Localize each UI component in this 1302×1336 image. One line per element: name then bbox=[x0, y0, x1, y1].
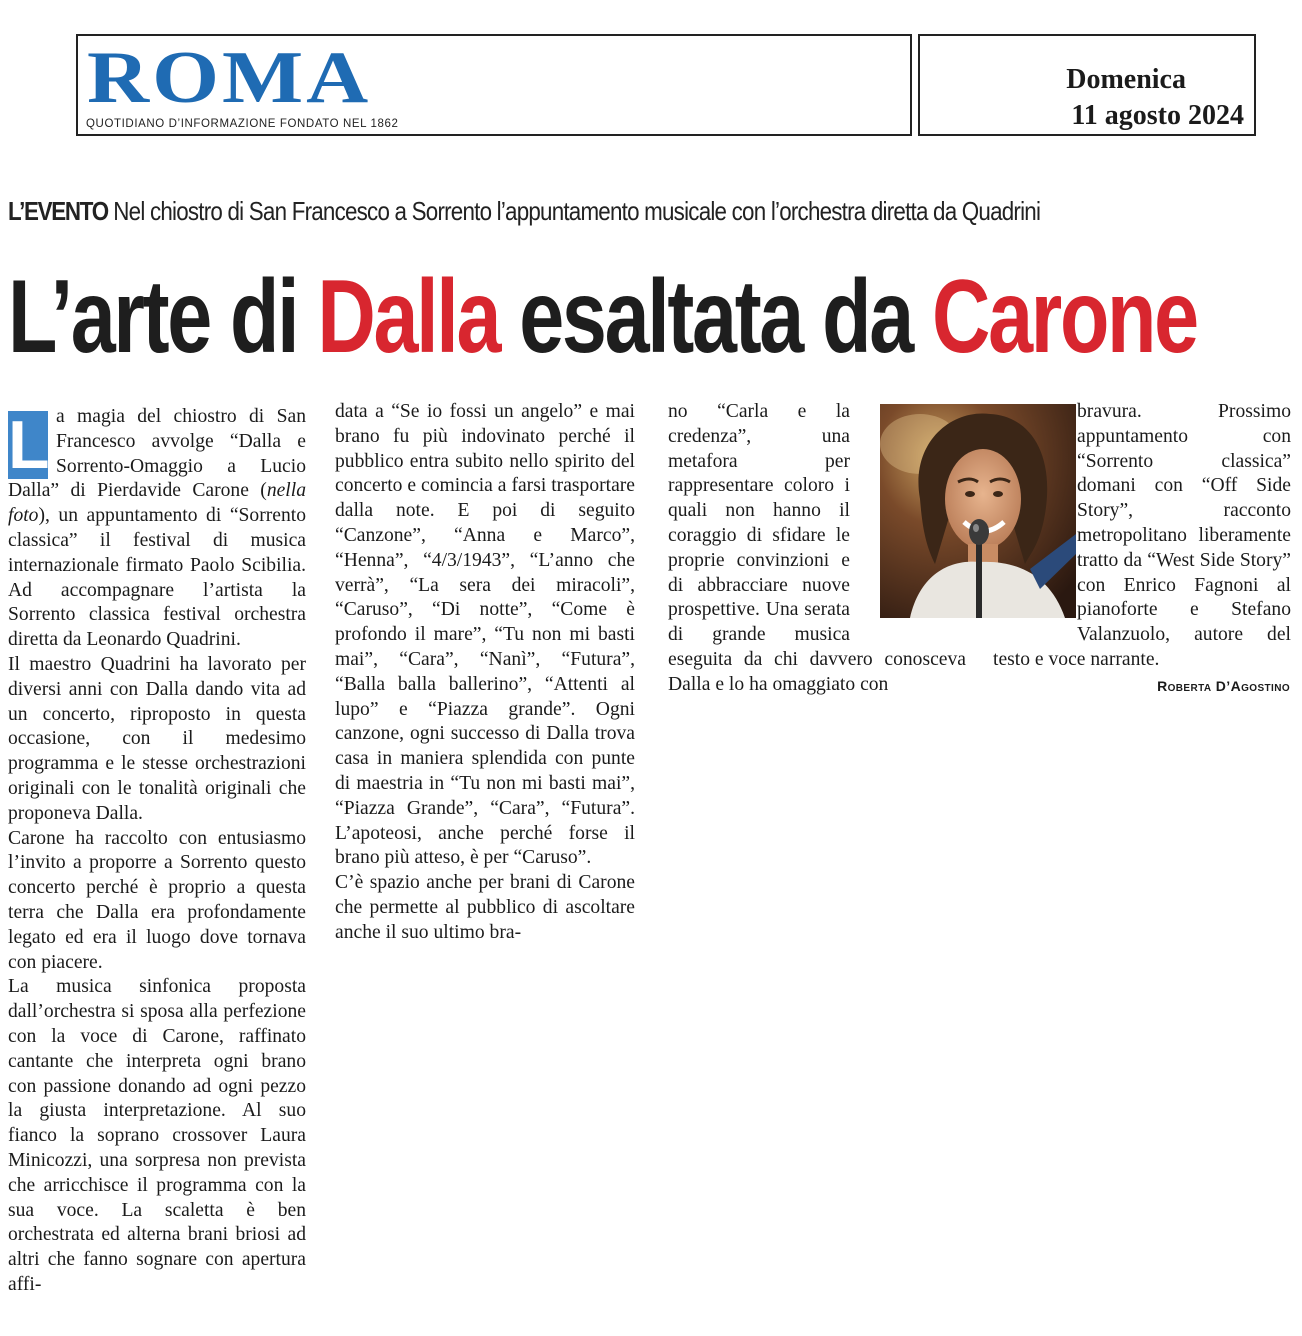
kicker-tag: L’EVENTO bbox=[8, 196, 108, 226]
photo-reference: nella foto bbox=[8, 480, 306, 527]
newspaper-logo: ROMA bbox=[87, 35, 372, 119]
paragraph-4: La musica sinfonica proposta dall’orchestra si sposa alla perfezione con la voce di Carone, raffinato cantante che interpreta ogni brano con passione donando ad ogni pezzo la giusta interpretazione. Al suo fianco la soprano crossover Laura Minicozzi, una sorpresa non prevista che arricchisce il programma con la sua voce. La scaletta è ben orchestrata ed alterna brani briosi ad altri che fanno sognare con apertura affi- bbox=[8, 976, 306, 1295]
kicker-text: Nel chiostro di San Francesco a Sorrento l’appuntamento musicale con l’orchestra diretta da Quadrini bbox=[113, 196, 1041, 226]
headline-carone: Carone bbox=[932, 259, 1197, 375]
paragraph-5: data a “Se io fossi un angelo” e mai brano fu più indovinato perché il pubblico entra subito nello spirito del concerto e comincia a farsi trasportare dalla note. E poi di seguito “Canzone”, “Anna e Marco”, “Henna”, “4/3/1943”, “L’anno che verrà”, “La sera dei miracoli”, “Caruso”, “Di notte”, “Come è profondo il mare”, “Tu non mi basti mai”, “Cara”, “Nanì”, “Futura”, “Balla balla ballerino”, “Attenti al lupo” e “Piazza grande”. Ogni canzone, ogni successo di Dalla trova casa in maniera splendida con punte di maestria in “Tu non mi basti mai”, “Piazza Grande”, “Cara”, “Futura”. L’apoteosi, anche perché forse il brano più atteso, è per “Caruso”. bbox=[335, 401, 635, 869]
article-kicker bbox=[8, 196, 1040, 227]
headline-part-1: L’arte di bbox=[8, 259, 318, 375]
article-column-2 bbox=[335, 400, 635, 946]
paragraph-6: C’è spazio anche per brani di Carone che permette al pubblico di ascoltare anche il suo ultimo bra- bbox=[335, 872, 635, 943]
headline-dalla: Dalla bbox=[317, 259, 500, 375]
paragraph-3: Carone ha raccolto con entusiasmo l’invito a proporre a Sorrento questo concerto perché è proprio a questa terra che Dalla era profondamente legato ed era il luogo dove tornava con piacere. bbox=[8, 827, 306, 973]
headline-part-3: esaltata da bbox=[499, 259, 933, 375]
issue-date-box bbox=[918, 34, 1256, 136]
drop-cap: L bbox=[8, 407, 50, 483]
article-byline: Roberta D’Agostino bbox=[1157, 678, 1290, 694]
newspaper-tagline: QUOTIDIANO D’INFORMAZIONE FONDATO NEL 1862 bbox=[86, 118, 399, 130]
masthead bbox=[76, 34, 912, 136]
paragraph-2: Il maestro Quadrini ha lavorato per diversi anni con Dalla dando vita ad un concerto, riproposto in questa occasione, con il medesimo programma e le stesse orchestrazioni originali con le tonalità originali che proponeva Dalla. bbox=[8, 653, 306, 824]
paragraph-7: no “Carla e la credenza”, una metafora per rappresentare coloro i quali non hanno il coraggio di sfidare le proprie convinzioni e di abbracciare nuove prospettive. Una serata di grande musica eseguita da chi davvero conosceva Dalla e lo ha omaggiato con bbox=[668, 401, 966, 695]
paragraph-8: bravura. Prossimo appuntamento con “Sorrento classica” domani con “Off Side Story”, racconto metropolitano liberamente tratto da “West Side Story” con Enrico Fagnoni al pianoforte e Stefano Valanzuolo, autore del testo e voce narrante. bbox=[993, 401, 1291, 670]
article-column-1 bbox=[8, 405, 306, 1298]
paragraph-1: L a magia del chiostro di San Francesco avvolge “Dalla e Sorrento-Omaggio a Lucio Dalla” di Pierdavide Carone (nella foto), un appuntamento di “Sorrento classica” il festival di musica internazionale firmato Paolo Scibilia. Ad accompagnare l’artista la Sorrento classica festival orchestra diretta da Leonardo Quadrini. bbox=[8, 406, 306, 651]
singer-photo bbox=[880, 404, 1076, 618]
issue-day: Domenica bbox=[1066, 64, 1186, 95]
article-headline bbox=[8, 259, 1197, 375]
issue-date: 11 agosto 2024 bbox=[1071, 100, 1244, 131]
